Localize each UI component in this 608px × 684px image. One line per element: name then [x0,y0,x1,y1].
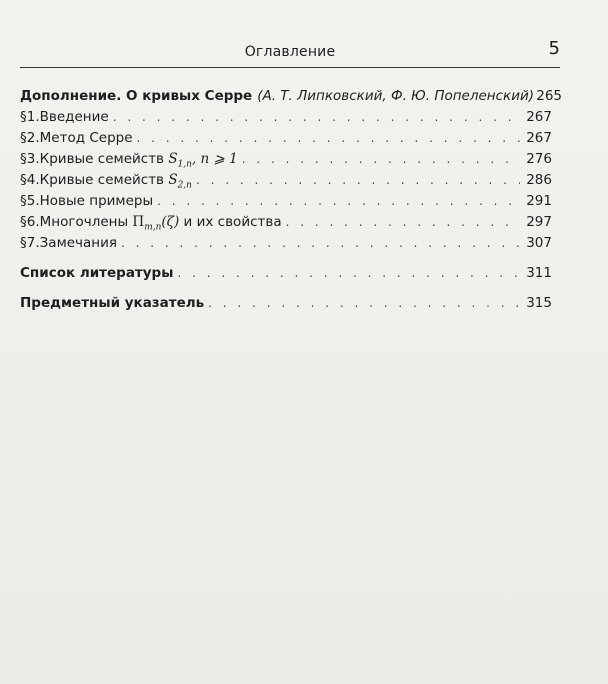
math-subscript: 2,n [177,180,192,191]
appendix-title: Дополнение. О кривых Серре [20,88,253,104]
header-page-number: 5 [548,38,560,59]
leader-dots [242,152,520,166]
section-title [40,214,282,233]
section-page: 297 [526,214,552,230]
section-number: §1. [20,109,40,125]
bibliography-title: Список литературы [20,265,174,281]
section-title-tail: и их свойства [179,214,282,230]
header-title: Оглавление [244,44,336,60]
toc-entry-index[interactable] [20,295,552,316]
math-subscript: m,n [144,222,162,233]
toc-entry-section-5[interactable] [20,193,552,214]
leader-dots [177,266,520,280]
section-title [40,172,192,191]
section-page: 276 [526,151,552,167]
section-number: §4. [20,172,40,188]
section-page: 307 [526,235,552,251]
running-header [20,36,560,66]
toc-entry-section-3[interactable] [20,151,552,172]
header-rule [20,67,560,68]
leader-dots [113,110,520,124]
toc-entry-bibliography[interactable] [20,265,552,286]
toc-entry-section-7[interactable] [20,235,552,256]
toc-entry-section-6[interactable] [20,214,552,235]
section-title-text: Кривые семейств [39,172,169,188]
math-subscript: 1,n [177,159,192,170]
leader-dots [157,194,520,208]
toc-entry-section-1[interactable] [20,109,552,130]
leader-dots [121,236,520,250]
index-page: 315 [526,295,552,311]
section-number: §3. [20,151,40,167]
section-number: §5. [20,193,40,209]
section-page: 291 [526,193,552,209]
section-number: §7. [20,235,40,251]
leader-dots [286,215,520,229]
toc-entry-appendix[interactable] [20,88,563,109]
section-title: Новые примеры [39,193,154,209]
math-symbol: S [168,151,178,167]
math-symbol: Π [132,214,145,230]
section-title-text: Кривые семейств [39,151,169,167]
leader-dots [196,173,520,187]
appendix-authors: (А. Т. Липковский, Ф. Ю. Попеленский) [257,88,535,104]
section-title-text: Многочлены [39,214,133,230]
section-number: §6. [20,214,40,230]
math-condition: , n ⩾ 1 [191,151,238,167]
appendix-page: 265 [536,88,563,104]
bibliography-page: 311 [526,265,552,281]
table-of-contents [20,88,563,316]
math-argument: (ζ) [161,214,180,230]
section-title: Замечания [39,235,118,251]
section-number: §2. [20,130,40,146]
math-symbol: S [168,172,178,188]
section-page: 267 [526,130,552,146]
toc-entry-section-2[interactable] [20,130,552,151]
index-title: Предметный указатель [20,295,205,311]
leader-dots [137,131,520,145]
toc-entry-section-4[interactable] [20,172,552,193]
section-title [40,151,238,170]
section-title: Метод Серре [39,130,133,146]
section-page: 267 [526,109,552,125]
leader-dots [208,296,520,310]
section-title: Введение [39,109,109,125]
section-page: 286 [526,172,552,188]
